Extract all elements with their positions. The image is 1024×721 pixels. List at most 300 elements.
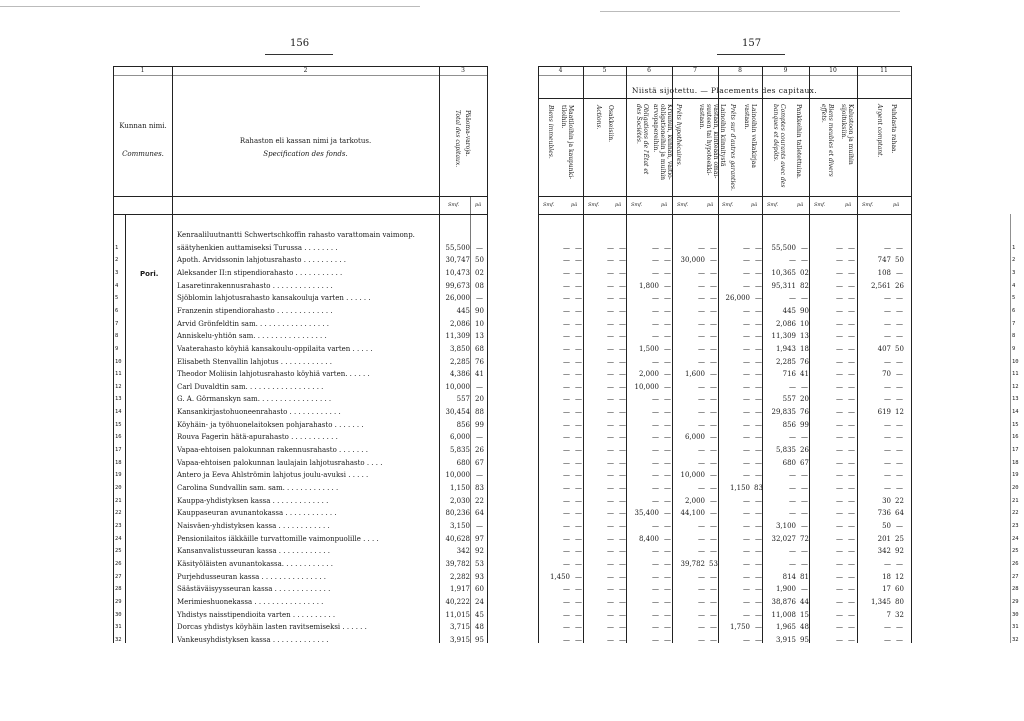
amount-pennies-c10: — [848, 509, 855, 518]
amount-marks-c4: — [563, 420, 570, 429]
amount-marks-c9: — [789, 509, 796, 518]
amount-pennies-c8: — [755, 395, 762, 404]
amount-pennies-c11: — [896, 357, 903, 366]
amount-marks-c6: 1,800 [638, 281, 659, 290]
amount-marks-c8: 1,750 [729, 623, 750, 632]
amount-pennies-c10: — [848, 610, 855, 619]
row-number-right: 12 [1012, 383, 1019, 390]
row-number-left: 3 [115, 269, 119, 276]
amount-marks-c10: — [836, 547, 843, 556]
amount-pennies-c8: — [755, 572, 762, 581]
amount-pennies-c4: — [575, 420, 582, 429]
amount-marks-cap: 55,500 [445, 243, 470, 252]
amount-marks-c7: — [698, 408, 705, 417]
amount-pennies-c8: — [755, 382, 762, 391]
amount-marks-c10: — [836, 344, 843, 353]
amount-pennies-c11: 12 [895, 572, 904, 581]
table-row [0, 545, 1024, 557]
table-row [0, 393, 1024, 405]
amount-pennies-cap: 99 [475, 420, 484, 429]
amount-marks-c4: — [563, 332, 570, 341]
amount-marks-cap: 3,850 [449, 344, 470, 353]
amount-marks-c10: — [836, 268, 843, 277]
amount-marks-c5: — [607, 370, 614, 379]
amount-marks-c5: — [607, 547, 614, 556]
currency-label: pä [845, 202, 852, 208]
amount-marks-c4: — [563, 408, 570, 417]
amount-marks-c10: — [836, 243, 843, 252]
amount-marks-c5: — [607, 534, 614, 543]
amount-marks-c8: — [743, 306, 750, 315]
amount-pennies-c7: — [710, 281, 717, 290]
col-number: 1 [140, 67, 145, 74]
amount-pennies-c5: — [619, 319, 626, 328]
col-number: 10 [829, 67, 837, 74]
amount-marks-c7: — [698, 382, 705, 391]
row-number-left: 16 [115, 434, 122, 441]
row-number-left: 21 [115, 497, 122, 504]
amount-marks-c5: — [607, 597, 614, 606]
row-number-right: 20 [1012, 485, 1019, 491]
amount-marks-c5: — [607, 559, 614, 568]
amount-marks-c5: — [607, 332, 614, 341]
amount-pennies-cap: 20 [475, 395, 484, 404]
amount-pennies-c8: — [755, 344, 762, 353]
amount-pennies-c11: — [896, 458, 903, 467]
header-mortgage-fi: Lainoihin kiinnitystä vastaan, kiinteään omai- suuteen tai hypoteekki- vastaan. [698, 104, 726, 179]
commune-label: Pori. [140, 270, 159, 278]
amount-marks-cap: 1,150 [449, 484, 470, 492]
amount-marks-c10: — [836, 458, 843, 467]
amount-marks-c6: — [652, 521, 659, 530]
amount-pennies-c9: 99 [800, 420, 809, 429]
amount-marks-c7: 10,000 [680, 471, 705, 480]
amount-pennies-c11: 26 [895, 281, 904, 290]
amount-pennies-c10: — [848, 597, 855, 606]
amount-marks-c4: — [563, 496, 570, 505]
amount-marks-c8: — [743, 635, 750, 644]
fund-name: Carolina Sundvallin sam. sam. . . . . . . . . . . . . [177, 484, 339, 492]
row-number-right: 5 [1012, 295, 1016, 302]
amount-pennies-c6: — [664, 585, 671, 594]
amount-marks-c9: 95,311 [771, 281, 796, 290]
amount-marks-c5: — [607, 256, 614, 265]
amount-pennies-cap: 83 [475, 484, 484, 492]
amount-pennies-c9: — [801, 243, 808, 252]
amount-pennies-cap: — [476, 521, 483, 530]
amount-pennies-c7: — [710, 408, 717, 417]
amount-marks-c4: — [563, 635, 570, 644]
col-number: 2 [303, 67, 308, 74]
amount-marks-c9: — [789, 256, 796, 265]
amount-marks-c4: — [563, 446, 570, 455]
amount-pennies-c9: 76 [800, 357, 809, 366]
amount-marks-c8: — [743, 471, 750, 480]
amount-marks-c8: — [743, 332, 750, 341]
amount-pennies-c11: — [896, 370, 903, 379]
amount-marks-c7: — [698, 484, 705, 492]
amount-pennies-c4: — [575, 521, 582, 530]
amount-pennies-c9: 67 [800, 458, 809, 467]
fund-name: Yhdistys naisstipendioita varten . . . . . . . . . . [177, 610, 336, 619]
amount-pennies-c7: — [710, 268, 717, 277]
amount-pennies-c9: — [801, 433, 808, 442]
amount-marks-c6: 1,500 [638, 344, 659, 353]
amount-pennies-c5: — [619, 572, 626, 581]
amount-pennies-c8: — [755, 370, 762, 379]
amount-marks-c6: — [652, 623, 659, 632]
row-number-left: 17 [115, 447, 122, 454]
amount-pennies-c7: — [710, 597, 717, 606]
amount-marks-cap: 2,285 [449, 357, 470, 366]
amount-marks-c10: — [836, 382, 843, 391]
fund-name: Vapaa-ehtoisen palokunnan laulajain lahjotusrahasto . . . . [177, 458, 383, 467]
amount-marks-c11: 747 [877, 256, 891, 265]
amount-pennies-c5: — [619, 458, 626, 467]
amount-pennies-c4: — [575, 344, 582, 353]
fund-name: Sjöblomin lahjotusrahasto kansakouluja varten . . . . . . [177, 294, 371, 303]
amount-pennies-c8: — [755, 534, 762, 543]
amount-pennies-c4: — [575, 597, 582, 606]
amount-marks-cap: 557 [456, 395, 470, 404]
amount-pennies-c8: — [755, 268, 762, 277]
fund-name: Kauppaseuran avunantokassa . . . . . . . . . . . . [177, 509, 337, 518]
amount-marks-c5: — [607, 509, 614, 518]
amount-marks-c9: 557 [782, 395, 796, 404]
amount-pennies-c4: — [575, 408, 582, 417]
amount-marks-c9: 5,835 [775, 446, 796, 455]
currency-label: pä [751, 202, 758, 208]
amount-marks-cap: 2,086 [449, 319, 470, 328]
amount-marks-c11: — [884, 635, 891, 644]
amount-pennies-c7: — [710, 471, 717, 480]
amount-marks-c8: 1,150 [729, 484, 750, 492]
currency-label: Smf. [722, 202, 734, 208]
amount-pennies-c4: — [575, 382, 582, 391]
amount-pennies-cap: 13 [475, 332, 484, 341]
amount-marks-c5: — [607, 306, 614, 315]
amount-pennies-c4: — [575, 319, 582, 328]
placement-title-rule [538, 98, 911, 99]
amount-marks-cap: 11,309 [445, 332, 470, 341]
amount-pennies-c10: — [848, 420, 855, 429]
amount-marks-c9: 445 [782, 306, 796, 315]
row-number-left: 5 [115, 295, 119, 302]
table-row [0, 419, 1024, 431]
amount-marks-cap: 80,236 [445, 509, 470, 518]
amount-pennies-c7: — [710, 585, 717, 594]
amount-pennies-c6: — [664, 294, 671, 303]
amount-marks-c7: — [698, 243, 705, 252]
amount-pennies-c8: — [755, 281, 762, 290]
table-row [0, 318, 1024, 330]
row-number-left: 18 [115, 459, 122, 466]
placement-title: Niistä sijotettu. — Placements des capitaux. [631, 86, 818, 95]
amount-pennies-c8: — [755, 547, 762, 556]
amount-pennies-c5: — [619, 370, 626, 379]
amount-pennies-c6: — [664, 597, 671, 606]
fund-name: Dorcas yhdistys köyhäin lasten ravitsemiseksi . . . . . . [177, 623, 367, 632]
currency-bottom-rule [538, 214, 911, 215]
currency-label: pä [475, 202, 482, 208]
amount-marks-c8: — [743, 534, 750, 543]
amount-marks-c9: 11,008 [771, 610, 796, 619]
amount-marks-c11: 50 [882, 521, 891, 530]
currency-label: pä [571, 202, 578, 208]
amount-marks-c11: 70 [882, 370, 891, 379]
amount-pennies-c10: — [848, 370, 855, 379]
amount-pennies-c5: — [619, 344, 626, 353]
row-number-right: 6 [1012, 307, 1016, 314]
row-number-right: 8 [1012, 333, 1016, 340]
amount-pennies-c5: — [619, 243, 626, 252]
amount-pennies-c9: — [801, 547, 808, 556]
amount-marks-c11: — [884, 332, 891, 341]
row-number-right: 18 [1012, 459, 1019, 466]
amount-marks-c8: — [743, 382, 750, 391]
row-number-right: 3 [1012, 269, 1016, 276]
row-number-right: 15 [1012, 421, 1019, 428]
amount-pennies-c6: — [664, 420, 671, 429]
currency-bottom-rule [113, 214, 488, 215]
table-row [0, 495, 1024, 507]
amount-marks-c7: — [698, 547, 705, 556]
amount-marks-c9: 3,915 [775, 635, 796, 644]
amount-pennies-c11: — [896, 433, 903, 442]
amount-pennies-c10: — [848, 344, 855, 353]
amount-pennies-c6: — [664, 344, 671, 353]
amount-pennies-c7: — [710, 395, 717, 404]
table-row [0, 267, 1024, 279]
amount-marks-c7: 6,000 [684, 433, 705, 442]
fund-name: Rouva Fagerin hätä-apurahasto . . . . . . . . . . . [177, 433, 338, 442]
fund-name: Aleksander II:n stipendiorahasto . . . . . . . . . . . [177, 268, 343, 277]
amount-marks-c9: — [789, 471, 796, 480]
currency-label: pä [797, 202, 804, 208]
amount-pennies-c9: 15 [800, 610, 809, 619]
table-row [0, 229, 1024, 241]
amount-pennies-c10: — [848, 382, 855, 391]
table-row [0, 381, 1024, 393]
scan-mark [0, 6, 420, 7]
amount-pennies-c4: — [575, 433, 582, 442]
amount-marks-c4: — [563, 610, 570, 619]
amount-marks-c9: — [789, 382, 796, 391]
amount-pennies-c11: 92 [895, 547, 904, 556]
amount-marks-c11: — [884, 395, 891, 404]
amount-marks-c10: — [836, 319, 843, 328]
amount-pennies-c7: — [710, 572, 717, 581]
amount-marks-c5: — [607, 484, 614, 492]
currency-label: Smf. [631, 202, 643, 208]
amount-pennies-c7: 53 [709, 559, 718, 568]
amount-pennies-cap: 02 [475, 268, 484, 277]
left-page-number: 156 [290, 38, 310, 49]
col-number-rule [538, 75, 911, 76]
amount-marks-c8: — [743, 344, 750, 353]
row-number-left: 20 [115, 485, 122, 491]
amount-pennies-c9: — [801, 509, 808, 518]
amount-pennies-cap: 90 [475, 306, 484, 315]
amount-pennies-c10: — [848, 458, 855, 467]
amount-pennies-c6: — [664, 635, 671, 644]
amount-pennies-c7: — [710, 306, 717, 315]
amount-marks-c5: — [607, 382, 614, 391]
fund-name: Vankeusyhdistyksen kassa . . . . . . . . . . . . . [177, 635, 329, 644]
header-movables-fi: Kalustoon ja muihin sijoituksiin. [840, 104, 854, 165]
currency-label: Smf. [543, 202, 555, 208]
amount-marks-c7: — [698, 635, 705, 644]
amount-marks-c5: — [607, 496, 614, 505]
amount-marks-c6: — [652, 408, 659, 417]
amount-marks-cap: 10,000 [445, 382, 470, 391]
amount-pennies-c10: — [848, 623, 855, 632]
amount-marks-c7: 1,600 [684, 370, 705, 379]
amount-marks-c4: — [563, 471, 570, 480]
amount-pennies-c8: — [755, 458, 762, 467]
amount-marks-c9: 1,943 [775, 344, 796, 353]
row-number-left: 14 [115, 409, 122, 416]
amount-pennies-c8: — [755, 635, 762, 644]
amount-pennies-c11: — [896, 484, 903, 492]
amount-pennies-c6: — [664, 281, 671, 290]
table-row [0, 507, 1024, 519]
amount-marks-c4: — [563, 319, 570, 328]
left-page-number-rule [265, 54, 333, 55]
amount-pennies-c6: — [664, 243, 671, 252]
amount-pennies-c11: — [896, 471, 903, 480]
amount-marks-cap: 3,150 [449, 521, 470, 530]
amount-marks-c10: — [836, 471, 843, 480]
amount-marks-c8: — [743, 496, 750, 505]
amount-marks-c6: — [652, 559, 659, 568]
currency-label: pä [661, 202, 668, 208]
row-number-right: 19 [1012, 472, 1019, 479]
amount-marks-c10: — [836, 256, 843, 265]
amount-marks-c6: — [652, 243, 659, 252]
scan-mark [600, 11, 900, 12]
row-number-right: 11 [1012, 371, 1019, 378]
row-number-right: 17 [1012, 447, 1019, 454]
amount-pennies-c7: — [710, 521, 717, 530]
amount-marks-c5: — [607, 521, 614, 530]
amount-marks-c6: — [652, 319, 659, 328]
fund-name: Carl Duvaldtin sam. . . . . . . . . . . . . . . . . . [177, 382, 324, 391]
amount-marks-c9: 680 [782, 458, 796, 467]
amount-pennies-cap: 41 [475, 370, 484, 379]
amount-pennies-c7: — [710, 484, 717, 492]
amount-marks-c10: — [836, 408, 843, 417]
amount-marks-c4: — [563, 281, 570, 290]
row-number-left: 23 [115, 522, 122, 529]
row-number-right: 31 [1012, 624, 1019, 631]
row-number-right: 26 [1012, 560, 1019, 567]
amount-marks-c4: — [563, 382, 570, 391]
fund-name: Anniskelu-yhtiön sam. . . . . . . . . . . . . . . . . [177, 332, 327, 341]
amount-marks-c7: — [698, 294, 705, 303]
row-number-left: 24 [115, 535, 122, 542]
amount-marks-c4: — [563, 243, 570, 252]
amount-pennies-cap: — [476, 294, 483, 303]
amount-pennies-c4: — [575, 484, 582, 492]
amount-pennies-cap: 24 [475, 597, 484, 606]
amount-marks-c4: — [563, 509, 570, 518]
amount-pennies-c11: 64 [895, 509, 904, 518]
amount-marks-c4: — [563, 306, 570, 315]
amount-pennies-c6: — [664, 256, 671, 265]
col-number: 7 [693, 67, 697, 74]
amount-marks-c8: — [743, 458, 750, 467]
amount-pennies-c9: 10 [800, 319, 809, 328]
amount-pennies-cap: 22 [475, 496, 484, 505]
amount-marks-cap: 2,030 [449, 496, 470, 505]
amount-pennies-cap: 50 [475, 256, 484, 265]
amount-marks-c10: — [836, 585, 843, 594]
amount-pennies-c4: — [575, 395, 582, 404]
amount-pennies-c5: — [619, 559, 626, 568]
amount-marks-c6: — [652, 635, 659, 644]
amount-pennies-c11: — [896, 319, 903, 328]
amount-marks-c4: — [563, 344, 570, 353]
amount-pennies-c5: — [619, 585, 626, 594]
amount-pennies-c4: — [575, 268, 582, 277]
amount-pennies-c10: — [848, 294, 855, 303]
amount-pennies-c9: — [801, 256, 808, 265]
amount-marks-c11: — [884, 623, 891, 632]
amount-pennies-c8: — [755, 332, 762, 341]
commune-header-fi: Kunnan nimi. [119, 122, 167, 130]
amount-marks-c5: — [607, 420, 614, 429]
amount-pennies-c6: — [664, 623, 671, 632]
amount-pennies-c10: — [848, 357, 855, 366]
amount-pennies-c6: — [664, 395, 671, 404]
amount-pennies-cap: 08 [475, 281, 484, 290]
amount-marks-c4: — [563, 521, 570, 530]
amount-pennies-c10: — [848, 635, 855, 644]
amount-marks-c5: — [607, 408, 614, 417]
amount-marks-cap: 39,782 [445, 559, 470, 568]
amount-pennies-c11: 80 [895, 597, 904, 606]
amount-marks-c11: — [884, 458, 891, 467]
col-number: 8 [738, 67, 742, 74]
row-number-left: 11 [115, 371, 122, 378]
amount-pennies-c9: 18 [800, 344, 809, 353]
currency-label: Smf. [862, 202, 874, 208]
row-number-right: 30 [1012, 611, 1019, 618]
amount-pennies-c6: — [664, 521, 671, 530]
amount-marks-c10: — [836, 559, 843, 568]
amount-marks-c7: — [698, 610, 705, 619]
amount-marks-c6: — [652, 256, 659, 265]
amount-pennies-c9: 41 [800, 370, 809, 379]
amount-marks-cap: 856 [456, 420, 470, 429]
amount-pennies-c7: — [710, 458, 717, 467]
amount-pennies-c11: — [896, 395, 903, 404]
amount-pennies-c10: — [848, 547, 855, 556]
row-number-left: 22 [115, 510, 122, 517]
amount-pennies-c6: — [664, 332, 671, 341]
amount-marks-c11: — [884, 319, 891, 328]
amount-marks-c7: — [698, 395, 705, 404]
table-row [0, 242, 1024, 254]
amount-marks-c8: 26,000 [725, 294, 750, 303]
fund-name: Kansanvalistusseuran kassa . . . . . . . . . . . . [177, 547, 330, 556]
amount-pennies-c8: — [755, 623, 762, 632]
table-row [0, 520, 1024, 532]
header-movables-fr: Biens meubles et divers effets. [820, 104, 834, 177]
amount-marks-c6: — [652, 484, 659, 492]
amount-marks-c9: 2,086 [775, 319, 796, 328]
